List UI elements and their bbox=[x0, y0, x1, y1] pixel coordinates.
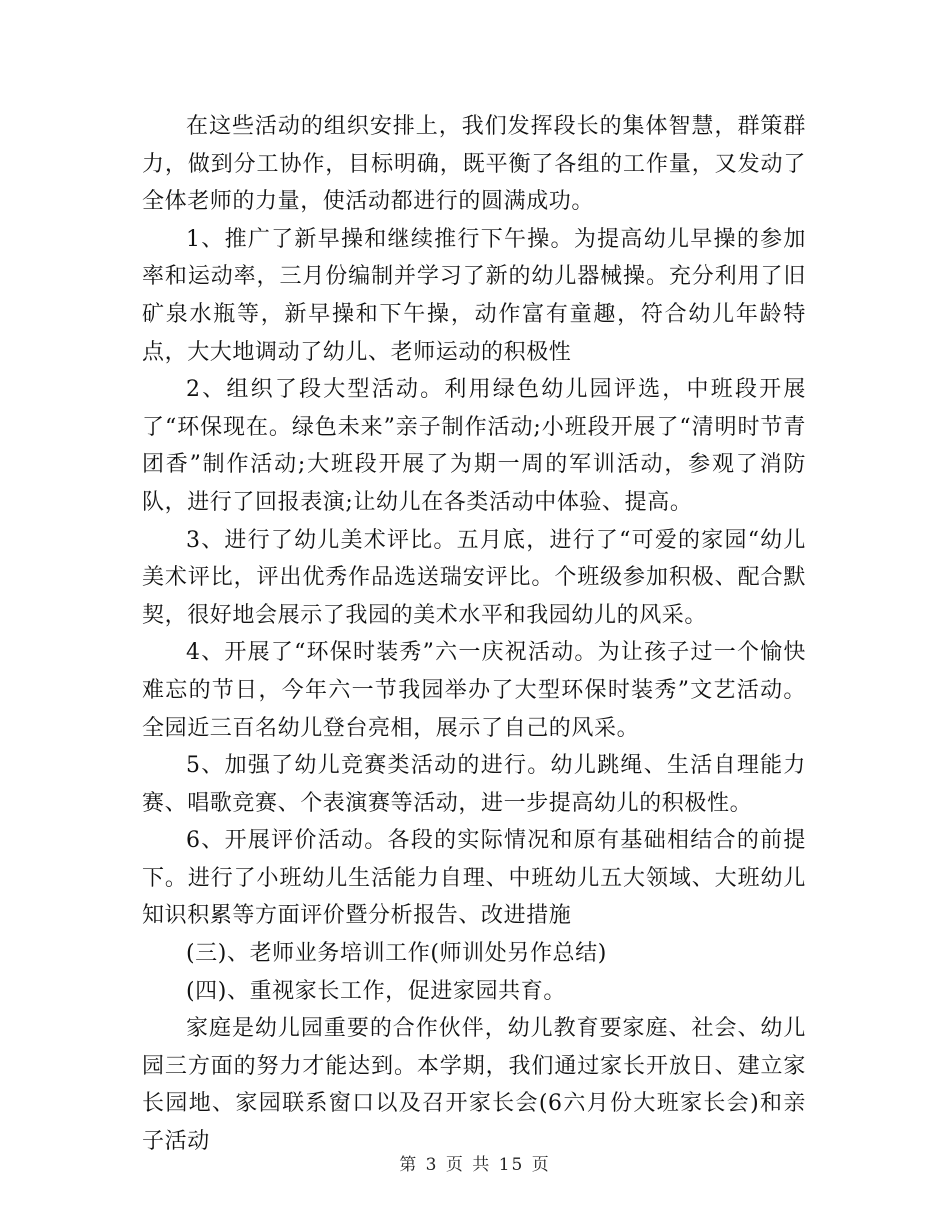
paragraph-item-6: 6、开展评价活动。各段的实际情况和原有基础相结合的前提下。进行了小班幼儿生活能力自理、中班幼儿五大领域、大班幼儿知识积累等方面评价暨分析报告、改进措施 bbox=[142, 828, 806, 929]
paragraph-item-1: 1、推广了新早操和继续推行下午操。为提高幼儿早操的参加率和运动率，三月份编制并学习了新的幼儿器械操。充分利用了旧矿泉水瓶等，新早操和下午操，动作富有童趣，符合幼儿年龄特点，大大地调动了幼儿、老师运动的积极性 bbox=[142, 226, 806, 365]
document-body bbox=[142, 108, 806, 1161]
section-heading-4: (四)、重视家长工作，促进家园共育。 bbox=[186, 978, 566, 1004]
paragraph-item-4: 4、开展了“环保时装秀”六一庆祝活动。为让孩子过一个愉快难忘的节日，今年六一节我园举办了大型环保时装秀”文艺活动。全园近三百名幼儿登台亮相，展示了自己的风采。 bbox=[142, 640, 806, 741]
paragraph-item-5: 5、加强了幼儿竞赛类活动的进行。幼儿跳绳、生活自理能力赛、唱歌竞赛、个表演赛等活动，进一步提高幼儿的积极性。 bbox=[142, 753, 806, 816]
paragraph-family: 家庭是幼儿园重要的合作伙伴，幼儿教育要家庭、社会、幼儿园三方面的努力才能达到。本学期，我们通过家长开放日、建立家长园地、家园联系窗口以及召开家长会(6六月份大班家长会)和亲子活动 bbox=[142, 1016, 806, 1155]
page-number-footer: 第 3 页 共 15 页 bbox=[399, 1155, 551, 1175]
section-heading-3: (三)、老师业务培训工作(师训处另作总结) bbox=[186, 941, 607, 967]
paragraph-item-2: 2、组织了段大型活动。利用绿色幼儿园评选，中班段开展了“环保现在。绿色未来”亲子制作活动;小班段开展了“清明时节青团香”制作活动;大班段开展了为期一周的军训活动，参观了消防队，进行了回报表演;让幼儿在各类活动中体验、提高。 bbox=[142, 377, 806, 515]
paragraph-item-3: 3、进行了幼儿美术评比。五月底，进行了“可爱的家园“幼儿美术评比，评出优秀作品选送瑞安评比。个班级参加积极、配合默契，很好地会展示了我园的美术水平和我园幼儿的风采。 bbox=[142, 527, 806, 628]
paragraph-intro: 在这些活动的组织安排上，我们发挥段长的集体智慧，群策群力，做到分工协作，目标明确，既平衡了各组的工作量，又发动了全体老师的力量，使活动都进行的圆满成功。 bbox=[142, 114, 806, 215]
